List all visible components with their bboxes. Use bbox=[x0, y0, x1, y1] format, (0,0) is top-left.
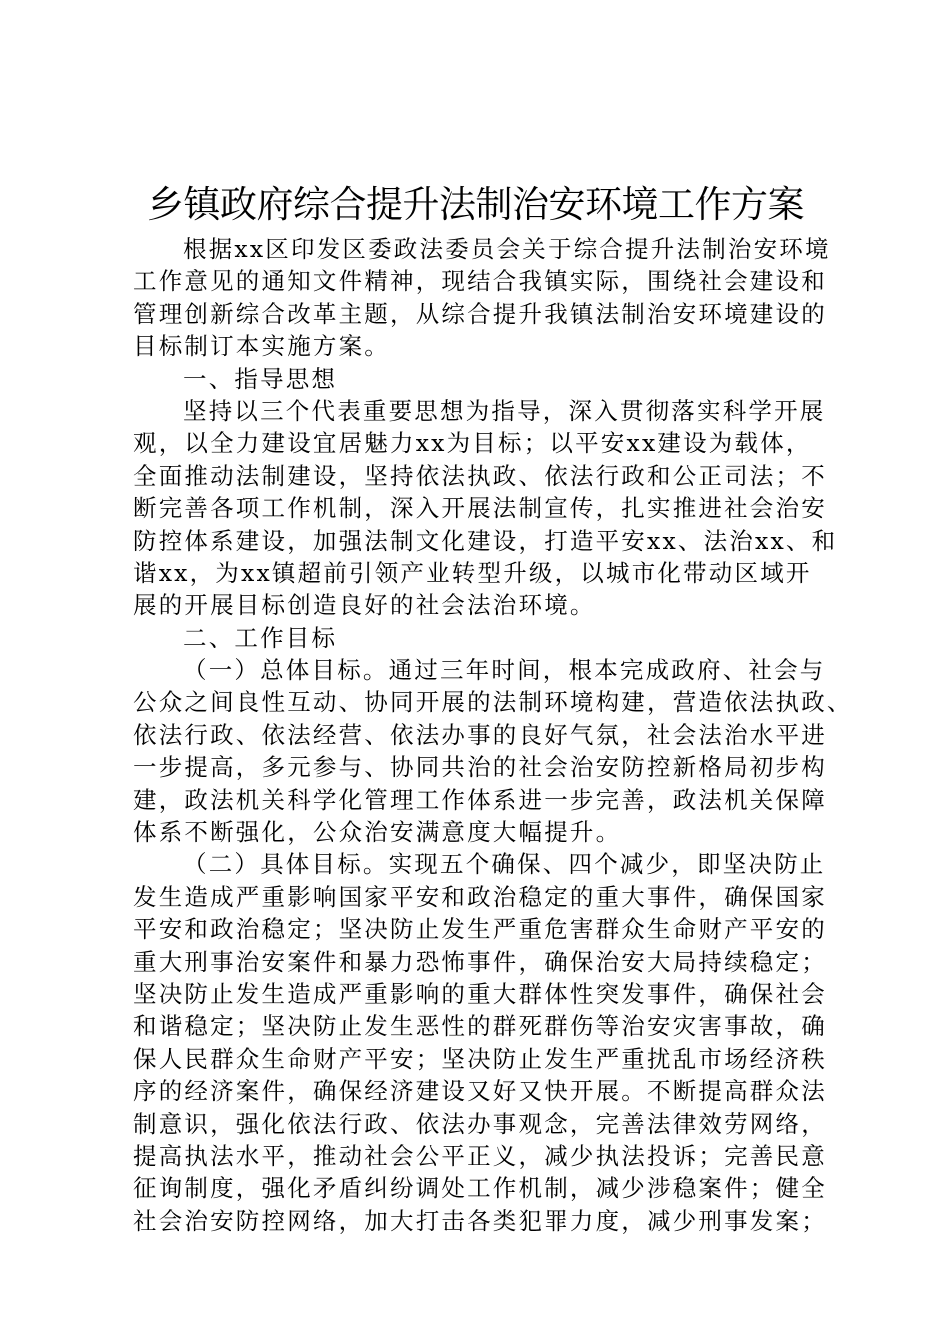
body-line: 根据xx区印发区委政法委员会关于综合提升法制治安环境 bbox=[183, 235, 831, 263]
body-line: （二）具体目标。实现五个确保、四个减少，即坚决防止 bbox=[183, 850, 826, 879]
body-line: 建，政法机关科学化管理工作体系进一步完善，政法机关保障 bbox=[133, 785, 827, 814]
body-line: 征询制度，强化矛盾纠纷调处工作机制，减少涉稳案件；健全 bbox=[133, 1174, 827, 1203]
body-line: 目标制订本实施方案。 bbox=[133, 332, 390, 361]
body-line: 观，以全力建设宜居魅力xx为目标；以平安xx建设为载体， bbox=[133, 429, 812, 458]
body-line: 发生造成严重影响国家平安和政治稳定的重大事件，确保国家 bbox=[133, 882, 827, 911]
body-line: 坚持以三个代表重要思想为指导，深入贯彻落实科学开展 bbox=[183, 396, 826, 425]
body-line: 依法行政、依法经营、依法办事的良好气氛，社会法治水平进 bbox=[133, 720, 827, 749]
body-line: 管理创新综合改革主题，从综合提升我镇法制治安环境建设的 bbox=[133, 299, 827, 328]
body-line: 序的经济案件，确保经济建设又好又快开展。不断提高群众法 bbox=[133, 1077, 827, 1106]
body-line: 保人民群众生命财产平安；坚决防止发生严重扰乱市场经济秩 bbox=[133, 1044, 827, 1073]
body-line: 公众之间良性互动、协同开展的法制环境构建，营造依法执政、 bbox=[133, 688, 853, 717]
body-line: 二、工作目标 bbox=[183, 623, 338, 652]
body-line: 全面推动法制建设，坚持依法执政、依法行政和公正司法；不 bbox=[133, 461, 827, 490]
body-line: 社会治安防控网络，加大打击各类犯罪力度，减少刑事发案； bbox=[133, 1206, 827, 1235]
body-line: 平安和政治稳定；坚决防止发生严重危害群众生命财产平安的 bbox=[133, 915, 827, 944]
document-title: 乡镇政府综合提升法制治安环境工作方案 bbox=[147, 183, 804, 226]
body-line: 和谐稳定；坚决防止发生恶性的群死群伤等治安灾害事故，确 bbox=[133, 1012, 827, 1041]
body-line: 提高执法水平，推动社会公平正义，减少执法投诉；完善民意 bbox=[133, 1141, 827, 1170]
body-line: 一、指导思想 bbox=[183, 364, 338, 393]
body-line: （一）总体目标。通过三年时间，根本完成政府、社会与 bbox=[183, 656, 826, 685]
body-line: 工作意见的通知文件精神，现结合我镇实际，围绕社会建设和 bbox=[133, 267, 827, 296]
body-line: 一步提高，多元参与、协同共治的社会治安防控新格局初步构 bbox=[133, 753, 827, 782]
body-line: 制意识，强化依法行政、依法办事观念，完善法律效劳网络， bbox=[133, 1109, 827, 1138]
body-line: 体系不断强化，公众治安满意度大幅提升。 bbox=[133, 818, 622, 847]
body-line: 断完善各项工作机制，深入开展法制宣传，扎实推进社会治安 bbox=[133, 494, 827, 523]
document-body bbox=[133, 233, 853, 1237]
body-line: 重大刑事治安案件和暴力恐怖事件，确保治安大局持续稳定； bbox=[133, 947, 827, 976]
body-line: 坚决防止发生造成严重影响的重大群体性突发事件，确保社会 bbox=[133, 979, 827, 1008]
body-line: 谐xx，为xx镇超前引领产业转型升级，以城市化带动区域开 bbox=[133, 558, 812, 587]
body-line: 展的开展目标创造良好的社会法治环境。 bbox=[133, 591, 596, 620]
body-line: 防控体系建设，加强法制文化建设，打造平安xx、法治xx、和 bbox=[133, 526, 838, 555]
